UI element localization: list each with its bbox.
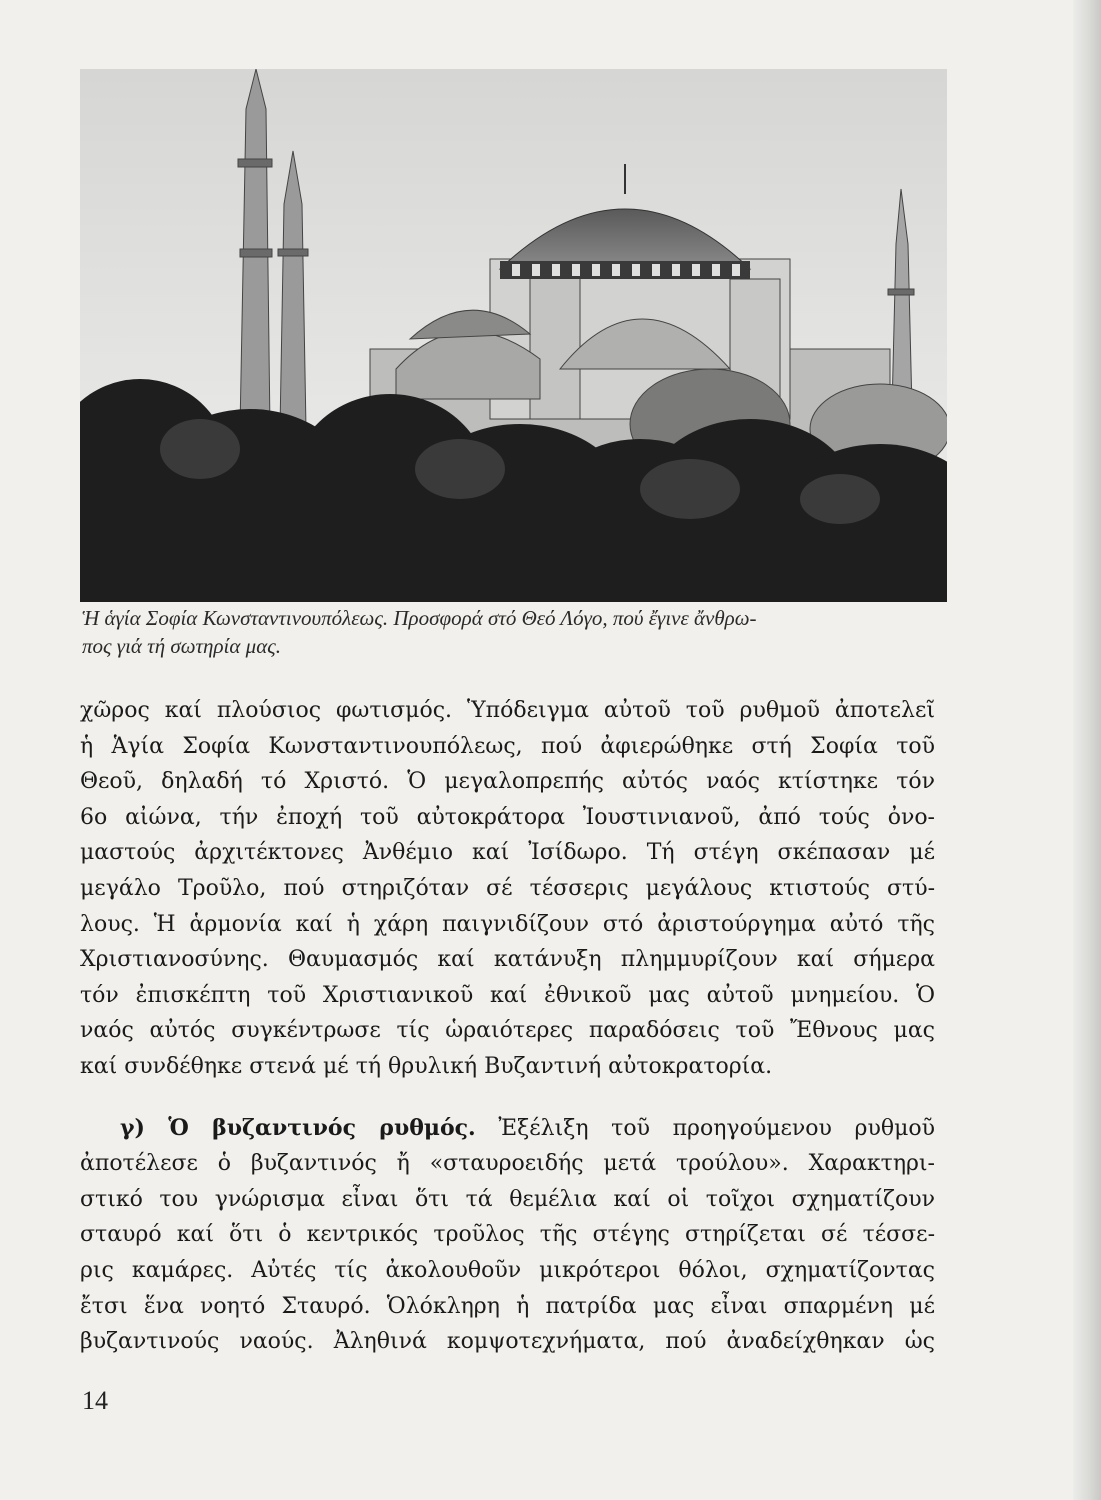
text-line: τόν ἐπισκέπτη τοῦ Χριστιανικοῦ καί ἐθνικοῦ μας αὐτοῦ μνημείου. Ὁ (80, 982, 935, 1008)
text-line: μαστούς ἀρχιτέκτονες Ἀνθέμιο καί Ἰσίδωρο. Τή στέγη σκέπασαν μέ (80, 840, 935, 866)
paragraph (80, 1111, 935, 1360)
text-line: ρις καμάρες. Αὐτές τίς ἀκολουθοῦν μικρότεροι θόλοι, σχηματίζοντας (80, 1257, 935, 1283)
text-line: χῶρος καί πλούσιος φωτισμός. Ὑπόδειγμα αὐτοῦ τοῦ ρυθμοῦ ἀποτελεῖ (80, 698, 935, 723)
caption-line: πος γιά τή σωτηρία μας. (82, 634, 281, 658)
text-line: λους. Ἡ ἁρμονία καί ἡ χάρη παιγνιδίζουν στό ἀριστούργημα αὐτό τῆς (80, 911, 935, 937)
text-line: ναός αὐτός συγκέντρωσε τίς ὡραιότερες παραδόσεις τοῦ Ἔθνους μας (80, 1018, 935, 1044)
text-line: καί συνδέθηκε στενά μέ τή θρυλική Βυζαντινή αὐτοκρατορία. (80, 1053, 773, 1079)
body-text (80, 693, 935, 1360)
text-line: στικό του γνώρισμα εἶναι ὅτι τά θεμέλια καί οἱ τοῖχοι σχηματίζουν (80, 1186, 935, 1212)
text-line: Θεοῦ, δηλαδή τό Χριστό. Ὁ μεγαλοπρεπής αὐτός ναός κτίστηκε τόν (80, 769, 935, 795)
text-line: 6ο αἰώνα, τήν ἐποχή τοῦ αὐτοκράτορα Ἰουστινιανοῦ, ἀπό τούς ὀνο- (80, 804, 935, 830)
text-line: βυζαντινούς ναούς. Ἀληθινά κομψοτεχνήματα, πού ἀναδείχθηκαν ὡς (80, 1329, 935, 1355)
hagia-sophia-photo (80, 69, 947, 602)
text-line (80, 1111, 935, 1147)
text-line: ἔτσι ἕνα νοητό Σταυρό. Ὁλόκληρη ἡ πατρίδα μας εἶναι σπαρμένη μέ (80, 1293, 935, 1319)
heading-line-rest: Ἐξέλιξη τοῦ προηγούμενου ρυθμοῦ (498, 1115, 935, 1141)
paragraph (80, 693, 935, 1085)
section-heading: γ) Ὁ βυζαντινός ρυθμός. (120, 1114, 476, 1141)
page-number: 14 (82, 1386, 108, 1415)
caption-line: Ἡ ἁγία Σοφία Κωνσταντινουπόλεως. Προσφορά στό Θεό Λόγο, πού ἔγινε ἄνθρω- (82, 606, 757, 630)
text-line: σταυρό καί ὅτι ὁ κεντρικός τροῦλος τῆς στέγης στηρίζεται σέ τέσσε- (80, 1222, 935, 1248)
text-line: ἡ Ἁγία Σοφία Κωνσταντινουπόλεως, πού ἀφιερώθηκε στή Σοφία τοῦ (80, 733, 935, 759)
figure-caption (82, 604, 948, 660)
page-edge (1073, 0, 1101, 1500)
text-line: μεγάλο Τροῦλο, πού στηριζόταν σέ τέσσερις μεγάλους κτιστούς στύ- (80, 875, 935, 901)
text-line: ἀποτέλεσε ὁ βυζαντινός ἤ «σταυροειδής μετά τρούλου». Χαρακτηρι- (80, 1151, 935, 1177)
text-line: Χριστιανοσύνης. Θαυμασμός καί κατάνυξη πλημμυρίζουν καί σήμερα (80, 947, 935, 973)
